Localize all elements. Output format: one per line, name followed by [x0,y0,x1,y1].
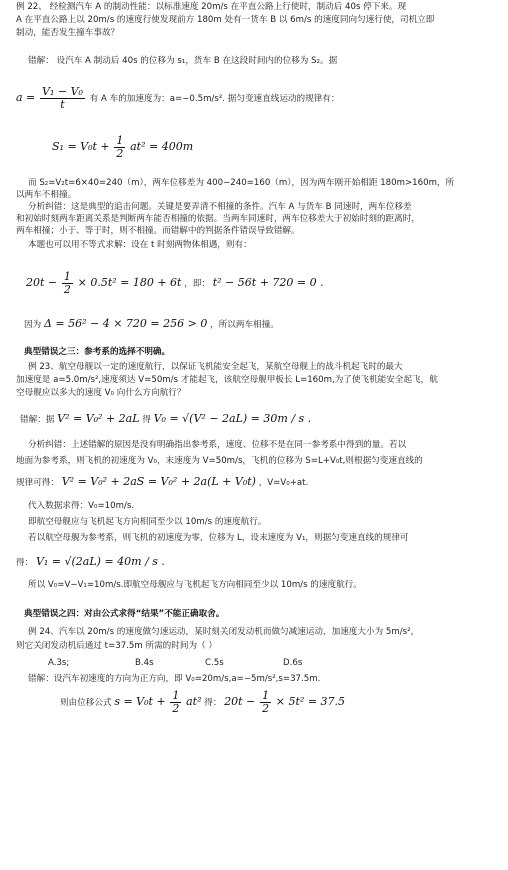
analysis-text: ，V=V₀+at. [258,478,309,488]
discriminant-line [24,318,279,331]
example-23-line: 加速度是 a=5.0m/s²,速度须达 V=50m/s 才能起飞，该航空母舰甲板长 L=160m,为了使飞机能安全起飞，航 [16,375,438,385]
formula-text: 得： [204,698,222,708]
fraction-numerator: 1 [116,134,124,147]
formula-text: 则由位移公式 [60,698,112,708]
discriminant-text: ，所以两车相撞。 [210,320,279,330]
formula-fraction [260,690,271,715]
equation-text: ，即： [184,279,211,289]
wrong-text: 错解：据 [20,415,55,425]
paragraph-line: 而 S₂=V₂t=6×40=240（m），两车位移差为 400−240=160（m），因为两车刚开始相距 180m>160m，所 [28,178,455,188]
fraction-numerator: V₁ − V₀ [42,85,83,98]
formula-fraction [40,86,85,111]
wrong-formula-result: V₀ = √(V² − 2aL) = 30m / s . [153,412,312,425]
paragraph-line: 以两车不相撞。 [16,190,77,200]
fraction-denominator: 2 [116,147,124,160]
formula-lhs: S₁ = V₀t + [52,140,110,153]
formula-fraction [114,135,125,160]
option-b: B.4s [135,658,154,668]
analysis-formula: V² = V₀² + 2aS = V₀² + 2a(L + V₀t) [61,475,256,488]
option-c: C.5s [205,658,224,668]
formula-part: at² [186,695,202,708]
displacement-formula-line [60,690,345,715]
formula-text: 有 A 车的加速度为：a=−0.5m/s². 据匀变速直线运动的规律有： [89,94,340,104]
analysis-line: 地面为参考系，则飞机的初速度为 V₀，末速度为 V=50m/s，飞机的位移为 S=L+V₀t,则根据匀变速直线的 [16,456,423,466]
section-3-title: 典型错误之三：参考系的选择不明确。 [24,347,171,357]
example-24-line: 则它关闭发动机后通过 t=37.5m 所需的时间为（ ） [16,641,217,651]
analysis-text: 规律可得： [16,478,59,488]
fraction-numerator: 1 [172,689,180,702]
equation-part: 20t − [26,276,58,289]
analysis-line: 两车相撞；小于、等于时，则不相撞。而错解中的判据条件错误导致错解。 [16,226,300,236]
equation-meeting [26,271,324,296]
discriminant-formula: Δ = 56² − 4 × 720 = 256 > 0 [43,317,208,330]
wrong-formula: V² = V₀² + 2aL [57,412,140,425]
fraction-numerator: 1 [262,689,270,702]
formula-acceleration [16,86,339,111]
option-a: A.3s; [48,658,70,668]
formula-displacement [52,135,193,160]
analysis-line: 分析纠错：上述错解的原因是没有明确指出参考系，速度、位移不是在同一参考系中得到的量。若以 [28,440,407,450]
example-22-line-1: 例 22、 经检测汽车 A 的制动性能：以标准速度 20m/s 在平直公路上行使时，制动后 40s 停下来。现 [16,2,407,12]
example-24-line: 例 24、汽车以 20m/s 的速度做匀速运动，某时刻关闭发动机而做匀减速运动，加速度大小为 5m/s²， [28,627,420,637]
example-22-line-2: A 在平直公路上以 20m/s 的速度行使发现前方 180m 处有一货车 B 以 6m/s 的速度同向匀速行使，司机立即 [16,15,435,25]
formula-part: 20t − [224,695,256,708]
option-d: D.6s [283,658,303,668]
analysis-text: 得： [16,558,34,568]
fraction-denominator: 2 [262,702,270,715]
formula-part: × 5t² = 37.5 [275,695,346,708]
wrong-solution-24: 错解：设汽车初速度的方向为正方向，即 V₀=20m/s,a=−5m/s²,s=37.5m. [28,674,321,684]
formula-fraction [170,690,181,715]
example-23-line: 例 23、航空母舰以一定的速度航行，以保证飞机能安全起飞，某航空母舰上的战斗机起飞时的最大 [28,362,403,372]
analysis-line: 所以 V₀=V−V₁=10m/s.即航空母舰应与飞机起飞方向相同至少以 10m/s 的速度航行。 [28,580,362,590]
fraction-numerator: 1 [63,270,71,283]
analysis-line: 分析纠错：这是典型的追击问题。关键是要弄清不相撞的条件。汽车 A 与货车 B 同速时，两车位移差 [28,202,412,212]
example-22-line-3: 制动，能否发生撞车事故？ [16,28,120,38]
equation-part: × 0.5t² = 180 + 6t [77,276,182,289]
analysis-formula-line [16,476,308,489]
equation-part: t² − 56t + 720 = 0 . [212,276,324,289]
analysis-formula-line [16,556,165,569]
analysis-line: 代入数据求得：V₀=10m/s. [28,501,135,511]
section-4-title: 典型错误之四：对由公式求得“结果”不能正确取舍。 [24,609,225,619]
analysis-line: 即航空母舰应与飞机起飞方向相同至少以 10m/s 的速度航行。 [28,517,267,527]
wrong-solution-22: 错解： 设汽车 A 制动后 40s 的位移为 s₁，货车 B 在这段时间内的位移为 S₂。据 [28,56,338,66]
wrong-text: 得 [142,415,151,425]
analysis-line: 若以航空母舰为参考系，则飞机的初速度为零，位移为 L，设末速度为 V₁，则据匀变速直线的规律可 [28,533,409,543]
analysis-line: 和初始时刻两车距离关系是判断两车能否相撞的依据。当两车同速时，两车位移差大于初始时刻的距离时， [16,214,420,224]
fraction-denominator: 2 [63,283,71,296]
wrong-solution-23 [20,413,311,426]
fraction-denominator: t [60,98,65,111]
formula-part: s = V₀t + [114,695,166,708]
example-23-line: 空母舰应以多大的速度 V₀ 向什么方向航行？ [16,388,186,398]
fraction-denominator: 2 [172,702,180,715]
analysis-formula: V₁ = √(2aL) = 40m / s . [35,555,165,568]
formula-lhs: a = [16,91,36,104]
formula-rhs: at² = 400m [130,140,194,153]
discriminant-text: 因为 [24,320,42,330]
analysis-line: 本题也可以用不等式求解：设在 t 时刻两物体相遇，则有： [28,240,252,250]
equation-fraction [62,271,73,296]
